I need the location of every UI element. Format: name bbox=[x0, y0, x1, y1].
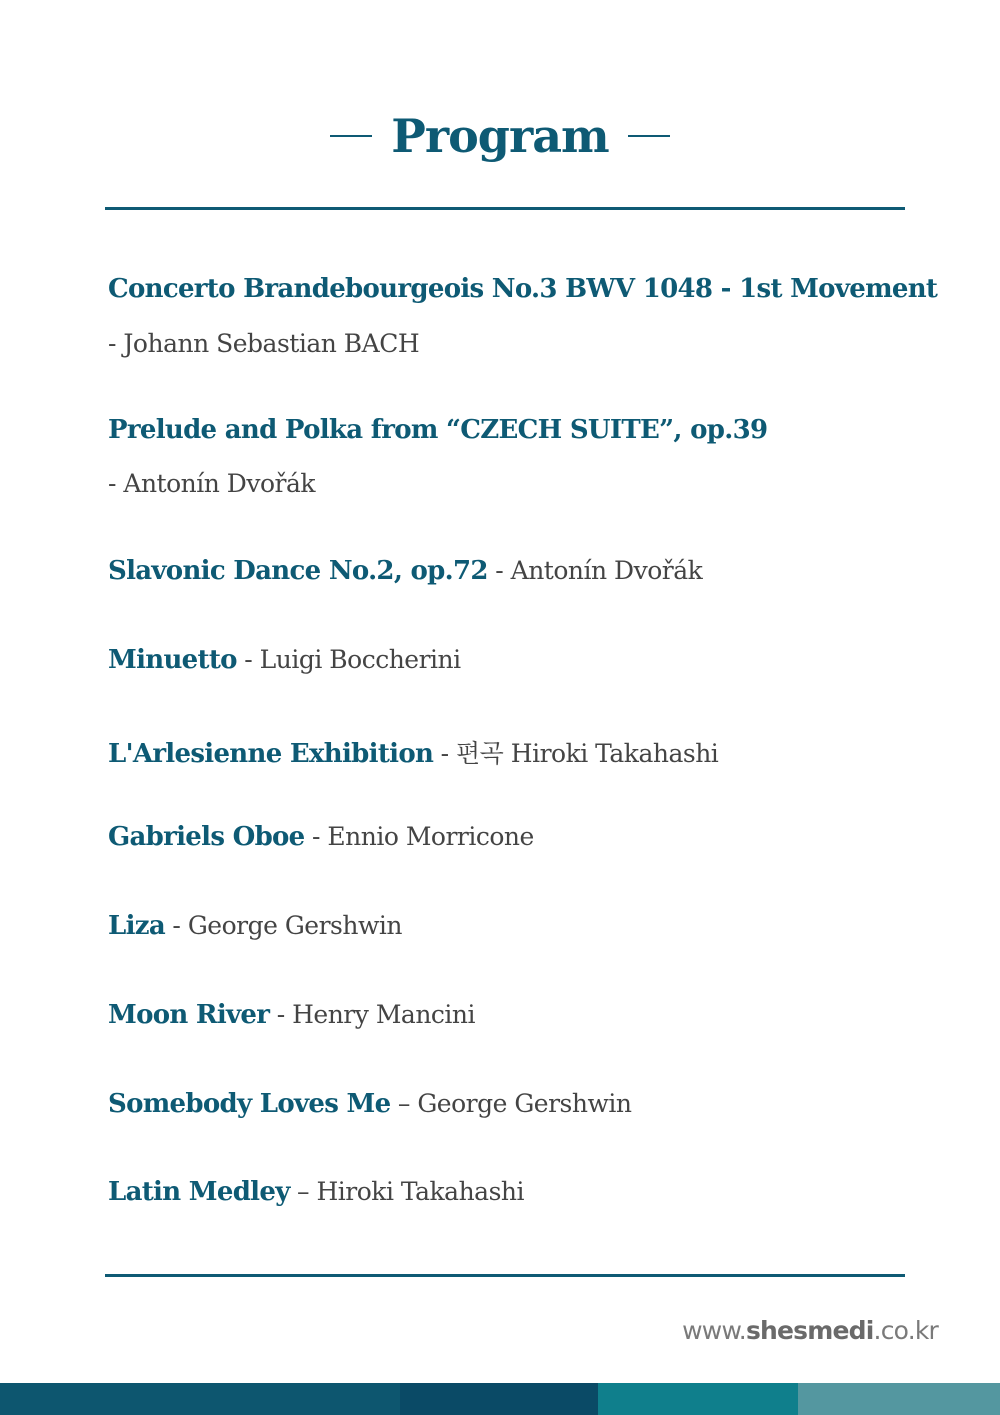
piece-title: Concerto Brandebourgeois No.3 BWV 1048 - 1st Movement bbox=[108, 274, 938, 304]
composer-name: – George Gershwin bbox=[390, 1089, 632, 1118]
website-suffix: .co.kr bbox=[873, 1316, 938, 1345]
piece-title: Latin Medley bbox=[108, 1177, 290, 1207]
page-heading bbox=[0, 100, 1000, 170]
piece-title: Liza bbox=[108, 911, 165, 941]
program-item bbox=[108, 645, 908, 675]
heading-right-dash bbox=[628, 135, 670, 137]
program-item bbox=[108, 1000, 908, 1030]
piece-title: Gabriels Oboe bbox=[108, 822, 305, 852]
piece-title: Slavonic Dance No.2, op.72 bbox=[108, 556, 488, 586]
composer-name: - George Gershwin bbox=[164, 911, 402, 940]
program-item bbox=[108, 734, 908, 770]
website-prefix: www. bbox=[682, 1316, 746, 1345]
page-title: Program bbox=[391, 108, 609, 163]
footer-bar-segment bbox=[0, 1383, 400, 1415]
footer-bar-segment bbox=[798, 1383, 1000, 1415]
piece-title: Prelude and Polka from “CZECH SUITE”, op.39 bbox=[108, 415, 768, 445]
composer-name: - Antonín Dvořák bbox=[487, 556, 703, 585]
composer-name: - Luigi Boccherini bbox=[236, 645, 461, 674]
footer-bar-segment bbox=[400, 1383, 598, 1415]
composer-name: - Henry Mancini bbox=[269, 1000, 476, 1029]
composer-name: - Johann Sebastian BACH bbox=[108, 329, 420, 358]
program-item bbox=[108, 911, 908, 941]
website-url[interactable] bbox=[682, 1316, 938, 1345]
website-brand: shesmedi bbox=[745, 1316, 874, 1345]
program-item bbox=[108, 274, 938, 304]
heading-left-dash bbox=[330, 135, 372, 137]
program-item bbox=[108, 822, 908, 852]
program-item bbox=[108, 1089, 908, 1119]
footer-color-bar bbox=[0, 1383, 1000, 1415]
piece-title: L'Arlesienne Exhibition bbox=[108, 739, 434, 769]
footer-bar-segment bbox=[598, 1383, 798, 1415]
bottom-divider bbox=[105, 1274, 905, 1277]
program-item bbox=[108, 1177, 908, 1207]
piece-title: Moon River bbox=[108, 1000, 270, 1030]
composer-name: - Antonín Dvořák bbox=[108, 469, 316, 498]
composer-name: - 편곡 Hiroki Takahashi bbox=[433, 739, 719, 768]
piece-title: Minuetto bbox=[108, 645, 237, 675]
piece-title: Somebody Loves Me bbox=[108, 1089, 391, 1119]
composer-name: - Ennio Morricone bbox=[304, 822, 534, 851]
top-divider bbox=[105, 207, 905, 210]
program-item bbox=[108, 556, 908, 586]
composer-name: – Hiroki Takahashi bbox=[289, 1177, 525, 1206]
program-item bbox=[108, 415, 908, 445]
